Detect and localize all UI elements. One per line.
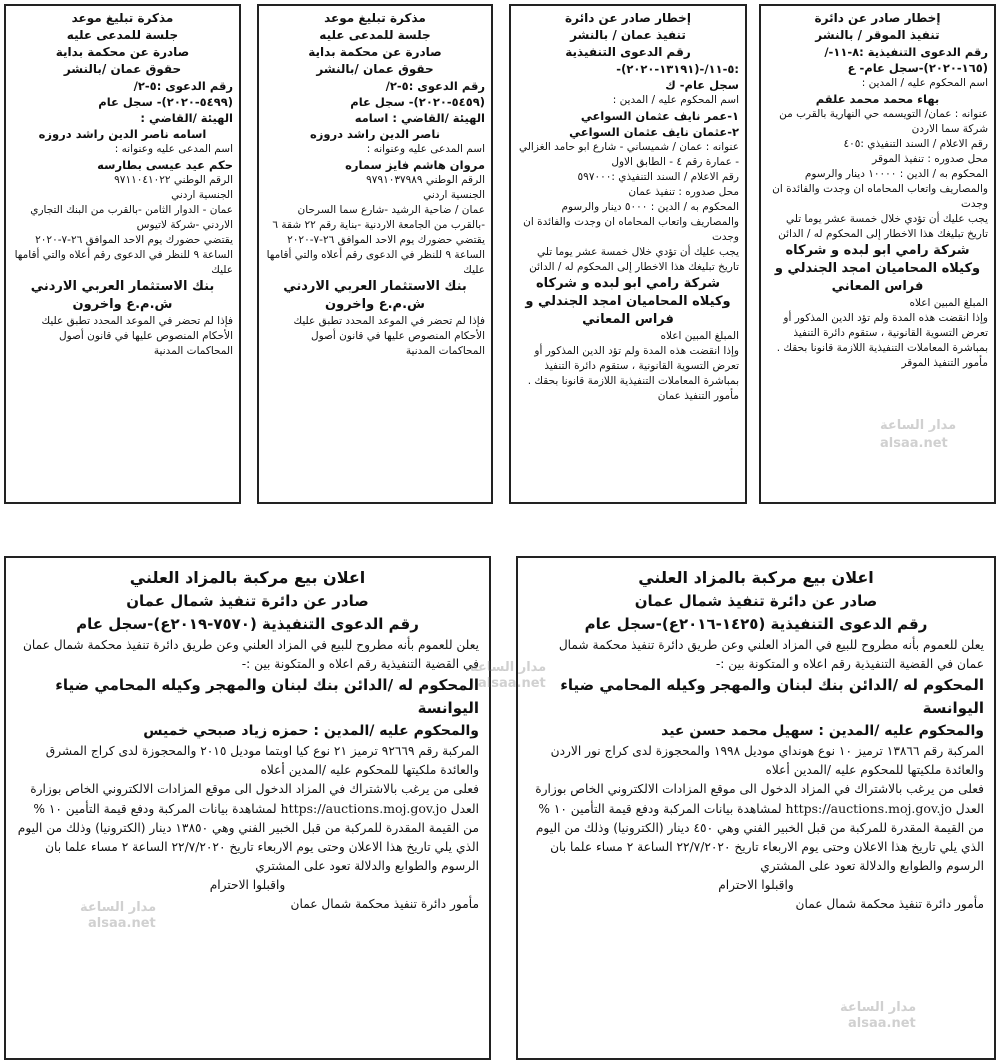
payment-instruction: يجب عليك أن تؤدي خلال خمسة عشر يوما تلي تاريخ تبليغك هذا الاخطار إلى المحكوم له / الدائن (778, 213, 988, 240)
issuer: محل صدوره : تنفيذ عمان (628, 186, 739, 198)
creditor: شركة رامي ابو لبده و شركاه وكيلاه المحاميان امجد الجندلي و فراس المعاني (774, 243, 981, 294)
plaintiff: بنك الاستثمار العربي الاردني ش.م.ع واخرون (30, 279, 215, 312)
defendant-address: عمان / ضاحية الرشيد -شارع سما السرحان -بالقرب من الجامعة الاردنية -بناية رقم ٢٢ شقة ٦ (272, 204, 485, 231)
panel-label: الهيئة /القاضي : اسامه (354, 111, 485, 125)
notice-hearing-hakam (4, 4, 241, 504)
case-number: رقم الدعوى التنفيذية :٨-١١-/ (824, 45, 988, 59)
judge-name: اسامه ناصر الدين راشد دروزه (38, 127, 207, 141)
participation-info (16, 780, 479, 876)
participation-text-2: لمشاهدة بيانات المركبة ودفع قيمة التأمين ١٠ % من القيمة المقدرة للمركبة من قبل الخبير الفني وهي ١٣٨٥٠ دينار (الكترونيا) وذلك من اليوم الذي يلي تاريخ هذا الاعلان وحتى يوم الاربعاء تاريخ ٢٢/٧/٢٠٢٠ الساعة ٢ مساء علما بان الرسوم والطوابع والدلالة تعود على المشتري (17, 802, 479, 873)
watermark-text: مدار الساعة (880, 418, 957, 433)
issuer: محل صدوره : تنفيذ الموقر (872, 153, 988, 165)
auction-case-number: رقم الدعوى التنفيذية (٧٥٧٠-٢٠١٩ع)-سجل عام (76, 615, 419, 633)
auction-issuer: صادر عن دائرة تنفيذ شمال عمان (126, 592, 369, 610)
debtor-name-1: ١-عمر نايف عثمان السواعي (580, 109, 739, 123)
defendant-address: عمان - الدوار الثامن -بالقرب من البنك التجاري الاردني -شركة لاتيوس (30, 204, 233, 231)
signature: مأمور التنفيذ عمان (657, 390, 739, 402)
auction-website-link[interactable]: https://auctions.moj.gov.jo (785, 801, 952, 816)
auction-debtor: والمحكوم عليه /المدين : حمزه زياد صبحي خميس (143, 723, 479, 739)
debtor-address: عنوانه : عمان/ التويسمه حي النهارية بالقرب من شركة سما الاردن (779, 108, 988, 135)
case-number-2: سجل عام- ك (665, 78, 739, 92)
notice-subtitle-2: صادرة عن محكمة بداية (55, 45, 190, 59)
auction-intro: يعلن للعموم بأنه مطروح للبيع في المزاد العلني وعن طريق دائرة تنفيذ محكمة شمال عمان في القضية التنفيذية رقم اعلاه و المتكونة بين :- (558, 638, 984, 671)
ownership: والعائدة ملكيتها للمحكوم عليه /المدين أعلاه (260, 763, 479, 777)
notice-title: مذكرة تبليغ موعد (324, 11, 426, 25)
defendant-name: حكم عيد عيسى بطارسه (97, 158, 233, 172)
auction-creditor: المحكوم له /الدائن بنك لبنان والمهجر وكيله المحامي ضياء اليوانسة (55, 676, 479, 717)
debtor-label: اسم المحكوم عليه / المدين : (861, 77, 988, 89)
warning: فإذا لم تحضر في الموعد المحدد تطبق عليك الأحكام المنصوص عليها في قانون أصول المحاكمات المدنية (293, 315, 485, 357)
nationality: الجنسية اردني (171, 189, 233, 201)
watermark-text: مدار الساعة (840, 1000, 917, 1015)
notice-subtitle-2: رقم الدعوى التنفيذية (565, 45, 691, 59)
ownership: والعائدة ملكيتها للمحكوم عليه /المدين أعلاه (765, 763, 984, 777)
auction-notice-hyundai (516, 556, 996, 1060)
participation-text: فعلى من يرغب بالاشتراك في المزاد الدخول الى موقع المزادات الالكتروني الخاص بوزارة العدل (535, 782, 984, 816)
signature: مأمور التنفيذ الموقر (901, 357, 988, 369)
auction-title: اعلان بيع مركبة بالمزاد العلني (129, 568, 366, 587)
judge-name: ناصر الدين راشد دروزه (309, 127, 441, 141)
debtor-name-2: ٢-عثمان نايف عثمان السواعي (569, 125, 739, 139)
notice-hearing-marwan (257, 4, 493, 504)
case-number-2: (١٦٥-٢٠٢٠)-سجل عام- ع (847, 61, 988, 75)
amount-note: المبلغ المبين اعلاه (909, 297, 988, 309)
nationality: الجنسية اردني (423, 189, 485, 201)
auction-notice-kia (4, 556, 491, 1060)
debtor-address: عنوانه : عمان / شميساني - شارع ابو حامد الغزالي - عمارة رقم ٤ - الطابق الاول (518, 141, 739, 168)
amount: المحكوم به / الدين : ١٠٠٠٠ دينار والرسوم والمصاريف واتعاب المحاماه ان وجدت والفائدة ان وجدت (772, 168, 988, 210)
case-number: :٥-١١/-(١٣١٩١-٢٠٢٠)- (616, 62, 739, 76)
regards: واقبلوا الاحترام (209, 878, 286, 892)
warning: فإذا لم تحضر في الموعد المحدد تطبق عليك الأحكام المنصوص عليها في قانون أصول المحاكمات المدنية (41, 315, 233, 357)
case-number-2: (٥٤٥٩-٢٠٢٠)- سجل عام (350, 95, 485, 109)
defendant-name: مروان هاشم فايز سماره (345, 158, 485, 172)
notice-title: مذكرة تبليغ موعد (71, 11, 174, 25)
participation-info (528, 780, 984, 876)
case-number: رقم الدعوى :٥-٢/ (385, 79, 485, 93)
participation-text: فعلى من يرغب بالاشتراك في المزاد الدخول الى موقع المزادات الالكتروني الخاص بوزارة العدل (30, 782, 479, 816)
payment-instruction: يجب عليك أن تؤدي خلال خمسة عشر يوما تلي تاريخ تبليغك هذا الاخطار إلى المحكوم له / الدائن (529, 246, 739, 273)
notice-subtitle: تنفيذ عمان / بالنشر (570, 28, 686, 42)
vehicle-details: المركبة رقم ٩٢٦٦٩ ترميز ٢١ نوع كيا اوبتما موديل ٢٠١٥ والمحجوزة لدى كراج المشرق (45, 744, 479, 758)
participation-text-2: لمشاهدة بيانات المركبة ودفع قيمة التأمين ١٠ % من القيمة المقدرة للمركبة من قبل الخبير الفني وهي ٤٥٠ دينار (الكترونيا) وذلك من اليوم الذي يلي تاريخ هذا الاعلان وحتى يوم الاربعاء تاريخ ٢٢/٧/٢٠٢٠ الساعة ٢ مساء علما بان الرسوم والطوابع والدلالة تعود على المشتري (535, 802, 984, 873)
notice-subtitle: تنفيذ الموقر / بالنشر (815, 28, 940, 42)
warning: وإذا انقضت هذه المدة ولم تؤد الدين المذكور أو تعرض التسوية القانونية ، ستقوم دائرة التنفيذ بمباشرة المعاملات التنفيذية اللازمة قانونا بحقك . (776, 312, 988, 354)
panel-label: الهيئة /القاضي : (140, 111, 233, 125)
auction-signature: مأمور دائرة تنفيذ محكمة شمال عمان (290, 897, 479, 911)
auction-website-link[interactable]: https://auctions.moj.gov.jo (280, 801, 447, 816)
notice-execution-muwaqqar (759, 4, 996, 504)
warning: وإذا انقضت هذه المدة ولم تؤد الدين المذكور أو تعرض التسوية القانونية ، ستقوم دائرة التنفيذ بمباشرة المعاملات التنفيذية اللازمة قانونا بحقك . (527, 345, 739, 387)
notice-number: رقم الاعلام / السند التنفيذي :٥٩٧٠٠٠ (577, 171, 739, 183)
case-number: رقم الدعوى :٥-٢/ (133, 79, 233, 93)
watermark-url: alsaa.net (88, 916, 156, 931)
amount-note: المبلغ المبين اعلاه (660, 330, 739, 342)
notice-subtitle-3: حقوق عمان /بالنشر (316, 62, 434, 76)
watermark-url: alsaa.net (880, 436, 948, 451)
watermark-text: مدار الساعة (470, 660, 547, 675)
watermark-url: alsaa.net (478, 676, 546, 691)
notice-title: إخطار صادر عن دائرة (565, 11, 691, 25)
debtor-name: بهاء محمد محمد علقم (815, 92, 940, 106)
vehicle-details: المركبة رقم ١٣٨٦٦ ترميز ١٠ نوع هونداي موديل ١٩٩٨ والمحجوزة لدى كراج نور الاردن (550, 744, 984, 758)
notice-execution-amman (509, 4, 747, 504)
notice-subtitle-2: صادرة عن محكمة بداية (308, 45, 442, 59)
auction-issuer: صادر عن دائرة تنفيذ شمال عمان (634, 592, 878, 610)
notice-number: رقم الاعلام / السند التنفيذي :٤٠٥ (843, 138, 988, 150)
hearing-date: يقتضي حضورك يوم الاحد الموافق ٢٦-٧-٢٠٢٠ الساعة ٩ للنظر في الدعوى رقم أعلاه والتي أقامها عليك (14, 234, 233, 276)
regards: واقبلوا الاحترام (718, 878, 794, 892)
amount: المحكوم به / الدين : ٥٠٠٠ دينار والرسوم والمصاريف واتعاب المحاماه ان وجدت والفائدة ان وجدت (523, 201, 739, 243)
notice-subtitle: جلسة للمدعى عليه (319, 28, 431, 42)
auction-case-number: رقم الدعوى التنفيذية (١٤٢٥-٢٠١٦ع)-سجل عام (584, 615, 928, 633)
watermark-text: مدار الساعة (80, 900, 157, 915)
watermark-url: alsaa.net (848, 1016, 916, 1031)
auction-debtor: والمحكوم عليه /المدين : سهيل محمد حسن عيد (661, 723, 984, 739)
case-number-2: (٥٤٩٩-٢٠٢٠)- سجل عام (98, 95, 233, 109)
auction-creditor: المحكوم له /الدائن بنك لبنان والمهجر وكيله المحامي ضياء اليوانسة (560, 676, 984, 717)
national-id: الرقم الوطني ٩٧٩١٠٣٧٩٨٩ (366, 174, 485, 186)
national-id: الرقم الوطني ٩٧١١٠٤١٠٢٢ (114, 174, 233, 186)
creditor: شركة رامي ابو لبده و شركاه وكيلاه المحاميان امجد الجندلي و فراس المعاني (525, 276, 731, 327)
defendant-label: اسم المدعى عليه وعنوانه : (114, 143, 233, 155)
plaintiff: بنك الاستثمار العربي الاردني ش.م.ع واخرون (283, 279, 467, 312)
auction-title: اعلان بيع مركبة بالمزاد العلني (638, 568, 874, 587)
auction-signature: مأمور دائرة تنفيذ محكمة شمال عمان (795, 897, 984, 911)
auction-intro: يعلن للعموم بأنه مطروح للبيع في المزاد العلني وعن طريق دائرة تنفيذ محكمة شمال عمان في القضية التنفيذية رقم اعلاه و المتكونة بين :- (22, 638, 479, 671)
notice-subtitle-3: حقوق عمان /بالنشر (63, 62, 182, 76)
notice-subtitle: جلسة للمدعى عليه (66, 28, 179, 42)
debtor-label: اسم المحكوم عليه / المدين : (612, 94, 739, 106)
hearing-date: يقتضي حضورك يوم الاحد الموافق ٢٦-٧-٢٠٢٠ الساعة ٩ للنظر في الدعوى رقم أعلاه والتي أقامها عليك (266, 234, 485, 276)
defendant-label: اسم المدعى عليه وعنوانه : (366, 143, 485, 155)
notice-title: إخطار صادر عن دائرة (814, 11, 941, 25)
